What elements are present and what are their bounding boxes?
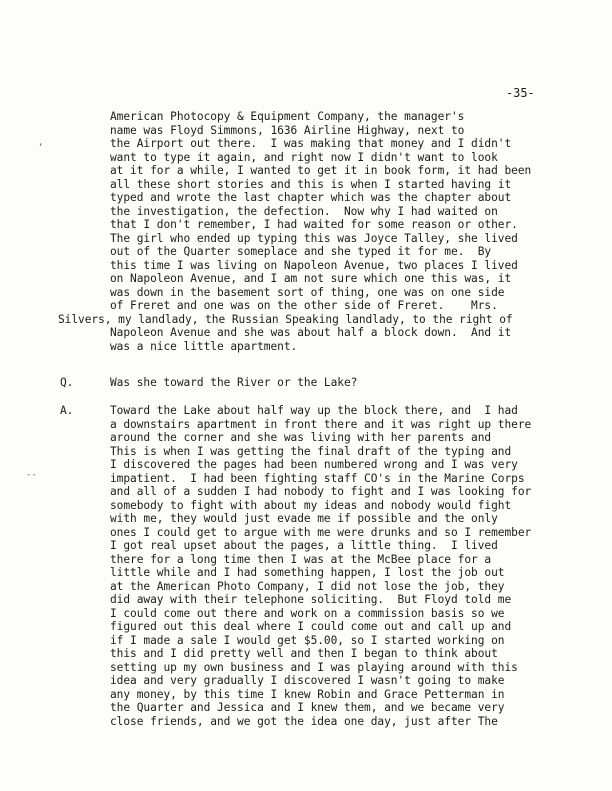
- text-line: that I don't remember, I had waited for some reason or other.: [110, 218, 518, 232]
- text-line: of Freret and one was on the other side of Freret. Mrs.: [110, 299, 498, 313]
- text-line: little while and I had something happen, I lost the job out: [110, 566, 505, 580]
- text-line: at it for a while, I wanted to get it in book form, it had been: [110, 164, 532, 178]
- text-line: Silvers, my landlady, the Russian Speaking landlady, to the right of: [58, 312, 513, 326]
- text-line: around the corner and she was living with her parents and: [110, 431, 492, 445]
- text-line: if I made a sale I would get $5.00, so I started working on: [110, 633, 505, 647]
- text-line: this and I did pretty well and then I began to think about: [110, 647, 498, 661]
- text-line: all these short stories and this is when I started having it: [110, 177, 512, 191]
- text-line: American Photocopy & Equipment Company, the manager's: [110, 110, 465, 123]
- text-line: was down in the basement sort of thing, one was on one side: [110, 285, 505, 299]
- text-line: out of the Quarter someplace and she typed it for me. By: [110, 245, 492, 259]
- text-line: want to type it again, and right now I didn't want to look: [110, 150, 498, 164]
- text-line: with me, they would just evade me if possible and the only: [110, 512, 498, 526]
- text-line: ones I could get to argue with me were drunks and so I remember: [110, 525, 532, 539]
- question-label: Q.: [60, 376, 74, 389]
- text-line: I could come out there and work on a commission basis so we: [110, 606, 505, 620]
- text-line: The girl who ended up typing this was Joyce Talley, she lived: [110, 231, 518, 245]
- text-line: This is when I was getting the final draft of the typing and: [110, 444, 512, 458]
- text-line: on Napoleon Avenue, and I am not sure which one this was, it: [110, 272, 512, 286]
- text-line: there for a long time then I was at the McBee place for a: [110, 552, 492, 566]
- text-line: at the American Photo Company, I did not lose the job, they: [110, 579, 505, 593]
- text-line: somebody to fight with about my ideas and nobody would fight: [110, 498, 512, 512]
- text-line: Toward the Lake about half way up the block there, and I had: [110, 404, 518, 417]
- answer-label: A.: [60, 404, 74, 417]
- text-line: I got real upset about the pages, a little thing. I lived: [110, 539, 498, 553]
- text-line: I discovered the pages had been numbered wrong and I was very: [110, 458, 518, 472]
- text-line: this time I was living on Napoleon Avenue, two places I lived: [110, 258, 518, 272]
- text-line: the investigation, the defection. Now why I had waited on: [110, 204, 498, 218]
- answer-paragraph: [110, 404, 531, 728]
- intro-paragraph: [58, 110, 532, 353]
- text-line: close friends, and we got the idea one day, just after The: [110, 714, 498, 728]
- text-line: the Airport out there. I was making that money and I didn't: [110, 137, 512, 151]
- question-text: [110, 376, 357, 390]
- text-line: did away with their telephone soliciting. But Floyd told me: [110, 593, 512, 607]
- text-line: a downstairs apartment in front there and it was right up there: [110, 417, 532, 431]
- margin-mark: --: [26, 470, 37, 480]
- text-line: Napoleon Avenue and she was about half a block down. And it: [110, 326, 512, 340]
- text-line: typed and wrote the last chapter which was the chapter about: [110, 191, 512, 205]
- text-line: name was Floyd Simmons, 1636 Airline Highway, next to: [110, 123, 465, 137]
- text-line: any money, by this time I knew Robin and Grace Petterman in: [110, 687, 505, 701]
- text-line: was a nice little apartment.: [110, 339, 298, 353]
- page-number: -35-: [506, 86, 535, 100]
- text-line: figured out this deal where I could come out and call up and: [110, 620, 512, 634]
- margin-mark: ,: [38, 138, 44, 148]
- text-line: the Quarter and Jessica and I knew them, and we became very: [110, 701, 505, 715]
- text-line: impatient. I had been fighting staff CO's in the Marine Corps: [110, 471, 525, 485]
- text-line: Was she toward the River or the Lake?: [110, 376, 358, 389]
- text-line: setting up my own business and I was playing around with this: [110, 660, 518, 674]
- text-line: and all of a sudden I had nobody to fight and I was looking for: [110, 485, 532, 499]
- text-line: idea and very gradually I discovered I wasn't going to make: [110, 674, 505, 688]
